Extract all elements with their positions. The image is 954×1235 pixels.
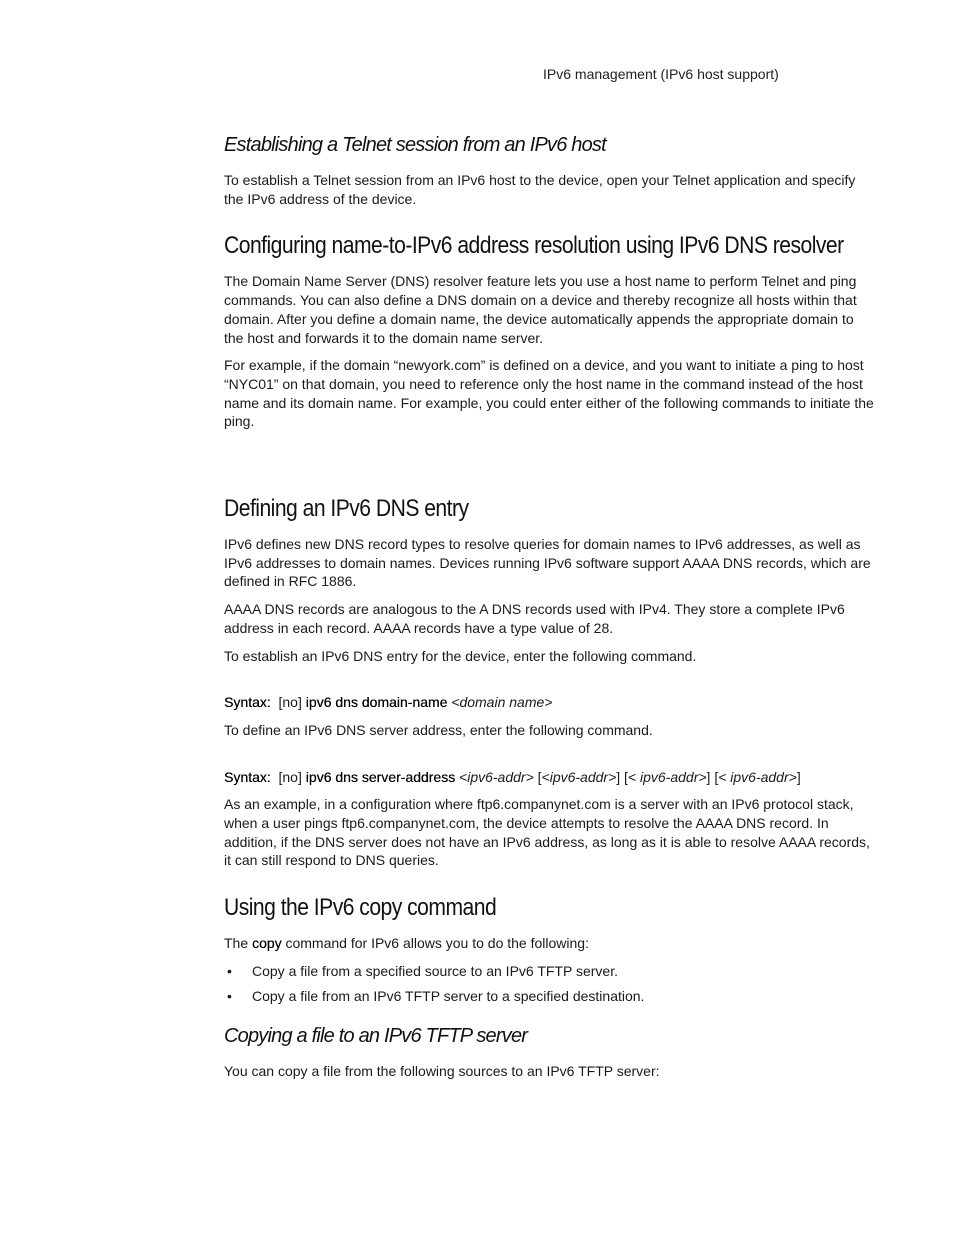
list-item [224, 987, 874, 1006]
syntax-argument: <domain name> [451, 694, 553, 711]
syntax-option: [no] [278, 768, 302, 785]
paragraph-dns-entry-4: To define an IPv6 DNS server address, enter the following command. [224, 721, 653, 738]
syntax-option: [no] [278, 694, 302, 711]
syntax-argument: < ipv6-addr> [627, 768, 707, 785]
running-header: IPv6 management (IPv6 host support) [543, 66, 779, 82]
list-item [224, 962, 874, 981]
syntax-argument: <ipv6-addr> [459, 768, 534, 785]
paragraph-copy-to-tftp: You can copy a file from the following sources to an IPv6 TFTP server: [224, 1063, 660, 1080]
paragraph-dns-resolver-2: For example, if the domain “newyork.com” is defined on a device, and you want to initiate a ping to host “NYC01” on that domain, you need to reference only the host name in the command instead of the host name and its domain name. For example, you could enter either of the following commands to initiate the ping. [224, 357, 874, 430]
copy-intro-post: command for IPv6 allows you to do the following: [285, 935, 589, 952]
heading-telnet: Establishing a Telnet session from an IPv6 host [224, 134, 606, 156]
syntax-bracket: [ [537, 768, 542, 785]
syntax-argument: <ipv6-addr> [541, 768, 617, 785]
syntax-domain-name [224, 693, 874, 712]
syntax-command: ipv6 dns domain-name [305, 694, 448, 711]
syntax-server-address [224, 768, 874, 787]
syntax-bracket: ] [796, 768, 801, 785]
heading-copy-command: Using the IPv6 copy command [224, 894, 497, 922]
heading-dns-resolver: Configuring name-to-IPv6 address resolution using IPv6 DNS resolver [224, 232, 844, 260]
paragraph-dns-entry-5: As an example, in a configuration where ftp6.companynet.com is a server with an IPv6 protocol stack, when a user pings ftp6.companynet.com, the device attempts to resolve the AAAA DNS record. In addition, if the DNS server does not have an IPv6 address, as long as it is able to resolve AAAA records, it can still respond to DNS queries. [224, 796, 870, 869]
paragraph-dns-entry-3: To establish an IPv6 DNS entry for the device, enter the following command. [224, 647, 697, 664]
list-item-text: Copy a file from a specified source to an IPv6 TFTP server. [252, 962, 618, 979]
syntax-argument: < ipv6-addr> [718, 768, 797, 785]
heading-dns-entry: Defining an IPv6 DNS entry [224, 495, 469, 523]
bullet-icon: • [227, 987, 232, 1004]
heading-copy-to-tftp: Copying a file to an IPv6 TFTP server [224, 1025, 528, 1048]
syntax-bracket: ] [616, 768, 621, 785]
paragraph-dns-resolver-1: The Domain Name Server (DNS) resolver feature lets you use a host name to perform Telnet and ping commands. You can also define a DNS domain on a device and thereby recognize all hosts within that domain. After you define a domain name, the device automatically appends the appropriate domain to the host and forwards it to the domain name server. [224, 273, 857, 346]
copy-command-keyword: copy [252, 935, 282, 952]
paragraph-dns-entry-2: AAAA DNS records are analogous to the A DNS records used with IPv4. They store a complete IPv6 address in each record. AAAA records have a type value of 28. [224, 601, 845, 636]
bullet-icon: • [227, 962, 232, 979]
syntax-bracket: [ [624, 768, 628, 785]
paragraph-telnet: To establish a Telnet session from an IPv6 host to the device, open your Telnet application and specify the IPv6 address of the device. [224, 172, 856, 207]
syntax-label: Syntax: [224, 768, 271, 785]
paragraph-dns-entry-1: IPv6 defines new DNS record types to resolve queries for domain names to IPv6 addresses, as well as IPv6 addresses to domain names. Devices running IPv6 software support AAAA DNS records, which are defined in RFC 1886. [224, 536, 871, 590]
document-body [224, 130, 874, 1090]
syntax-command: ipv6 dns server-address [305, 768, 456, 785]
syntax-bracket: ] [706, 768, 711, 785]
copy-bullet-list [224, 962, 874, 1005]
copy-intro-pre: The [224, 935, 249, 952]
syntax-bracket: [ [714, 768, 719, 785]
syntax-label: Syntax: [224, 694, 271, 711]
list-item-text: Copy a file from an IPv6 TFTP server to a specified destination. [252, 987, 645, 1004]
paragraph-copy-intro [224, 934, 874, 953]
